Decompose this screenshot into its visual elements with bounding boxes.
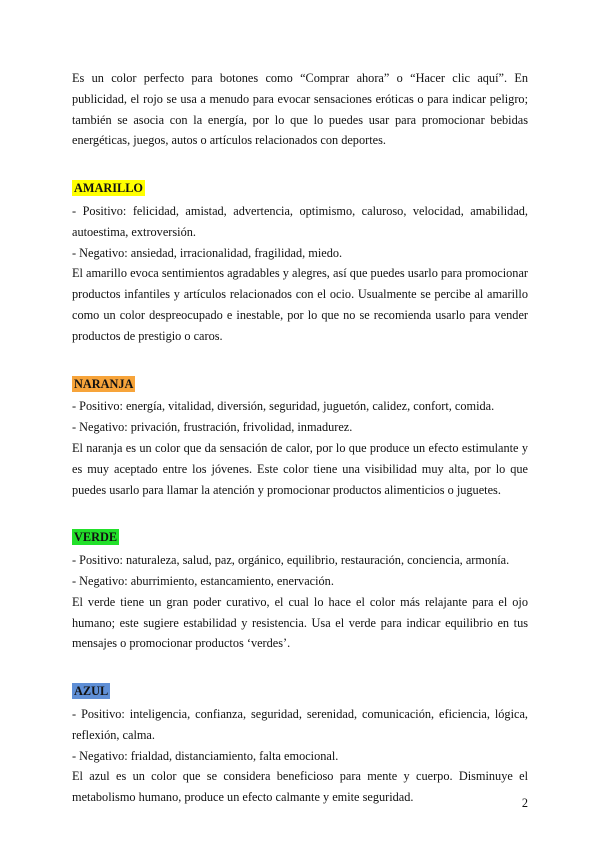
section-body: El azul es un color que se considera beneficioso para mente y cuerpo. Disminuye el metabolismo humano, produce un efecto calmante y emite seguridad. <box>72 769 528 805</box>
section-body: El verde tiene un gran poder curativo, el cual lo hace el color más relajante para el ojo humano; este sugiere estabilidad y resistencia. Usa el verde para indicar equilibrio en tus mensajes o promocionar productos ‘verdes’. <box>72 594 528 651</box>
section-azul <box>72 681 528 808</box>
positive-line: - Positivo: felicidad, amistad, advertencia, optimismo, caluroso, velocidad, amabilidad, autoestima, extroversión. <box>72 203 528 239</box>
section-heading-verde: VERDE <box>74 530 118 545</box>
section-body: El amarillo evoca sentimientos agradables y alegres, así que puedes usarlo para promocionar productos infantiles y artículos relacionados con el ocio. Usualmente se percibe al amarillo como un color despreocupado e inestable, por lo que no se recomienda usarlo para vender productos de prestigio o caros. <box>72 266 528 343</box>
page-number: 2 <box>521 796 528 810</box>
intro-paragraph: Es un color perfecto para botones como “Comprar ahora” o “Hacer clic aquí”. En publicidad, el rojo se usa a menudo para evocar sensaciones eróticas o para indicar peligro; también se asocia con la energía, por lo que lo puedes usar para promocionar bebidas energéticas, juegos, autos o artículos relacionados con deportes. <box>72 71 528 148</box>
section-amarillo <box>72 178 528 346</box>
section-naranja <box>72 374 528 501</box>
page-content <box>72 68 528 808</box>
section-verde <box>72 527 528 654</box>
section-body: El naranja es un color que da sensación de calor, por lo que produce un efecto estimulante y es muy aceptado entre los jóvenes. Este color tiene una visibilidad muy alta, por lo que puedes usarlo para llamar la atención y promocionar productos alimenticios o juguetes. <box>72 440 528 497</box>
positive-line: - Positivo: energía, vitalidad, diversión, seguridad, juguetón, calidez, confort, comida. <box>72 399 495 414</box>
positive-line: - Positivo: naturaleza, salud, paz, orgánico, equilibrio, restauración, conciencia, armonía. <box>72 553 510 568</box>
negative-line: - Negativo: ansiedad, irracionalidad, fragilidad, miedo. <box>72 245 343 260</box>
section-heading-amarillo: AMARILLO <box>74 181 144 196</box>
positive-line: - Positivo: inteligencia, confianza, seguridad, serenidad, comunicación, eficiencia, lógica, reflexión, calma. <box>72 706 528 742</box>
negative-line: - Negativo: aburrimiento, estancamiento, enervación. <box>72 573 334 588</box>
section-heading-naranja: NARANJA <box>74 376 134 391</box>
negative-line: - Negativo: frialdad, distanciamiento, falta emocional. <box>72 748 339 763</box>
section-heading-azul: AZUL <box>74 684 109 699</box>
negative-line: - Negativo: privación, frustración, frivolidad, inmadurez. <box>72 420 353 435</box>
